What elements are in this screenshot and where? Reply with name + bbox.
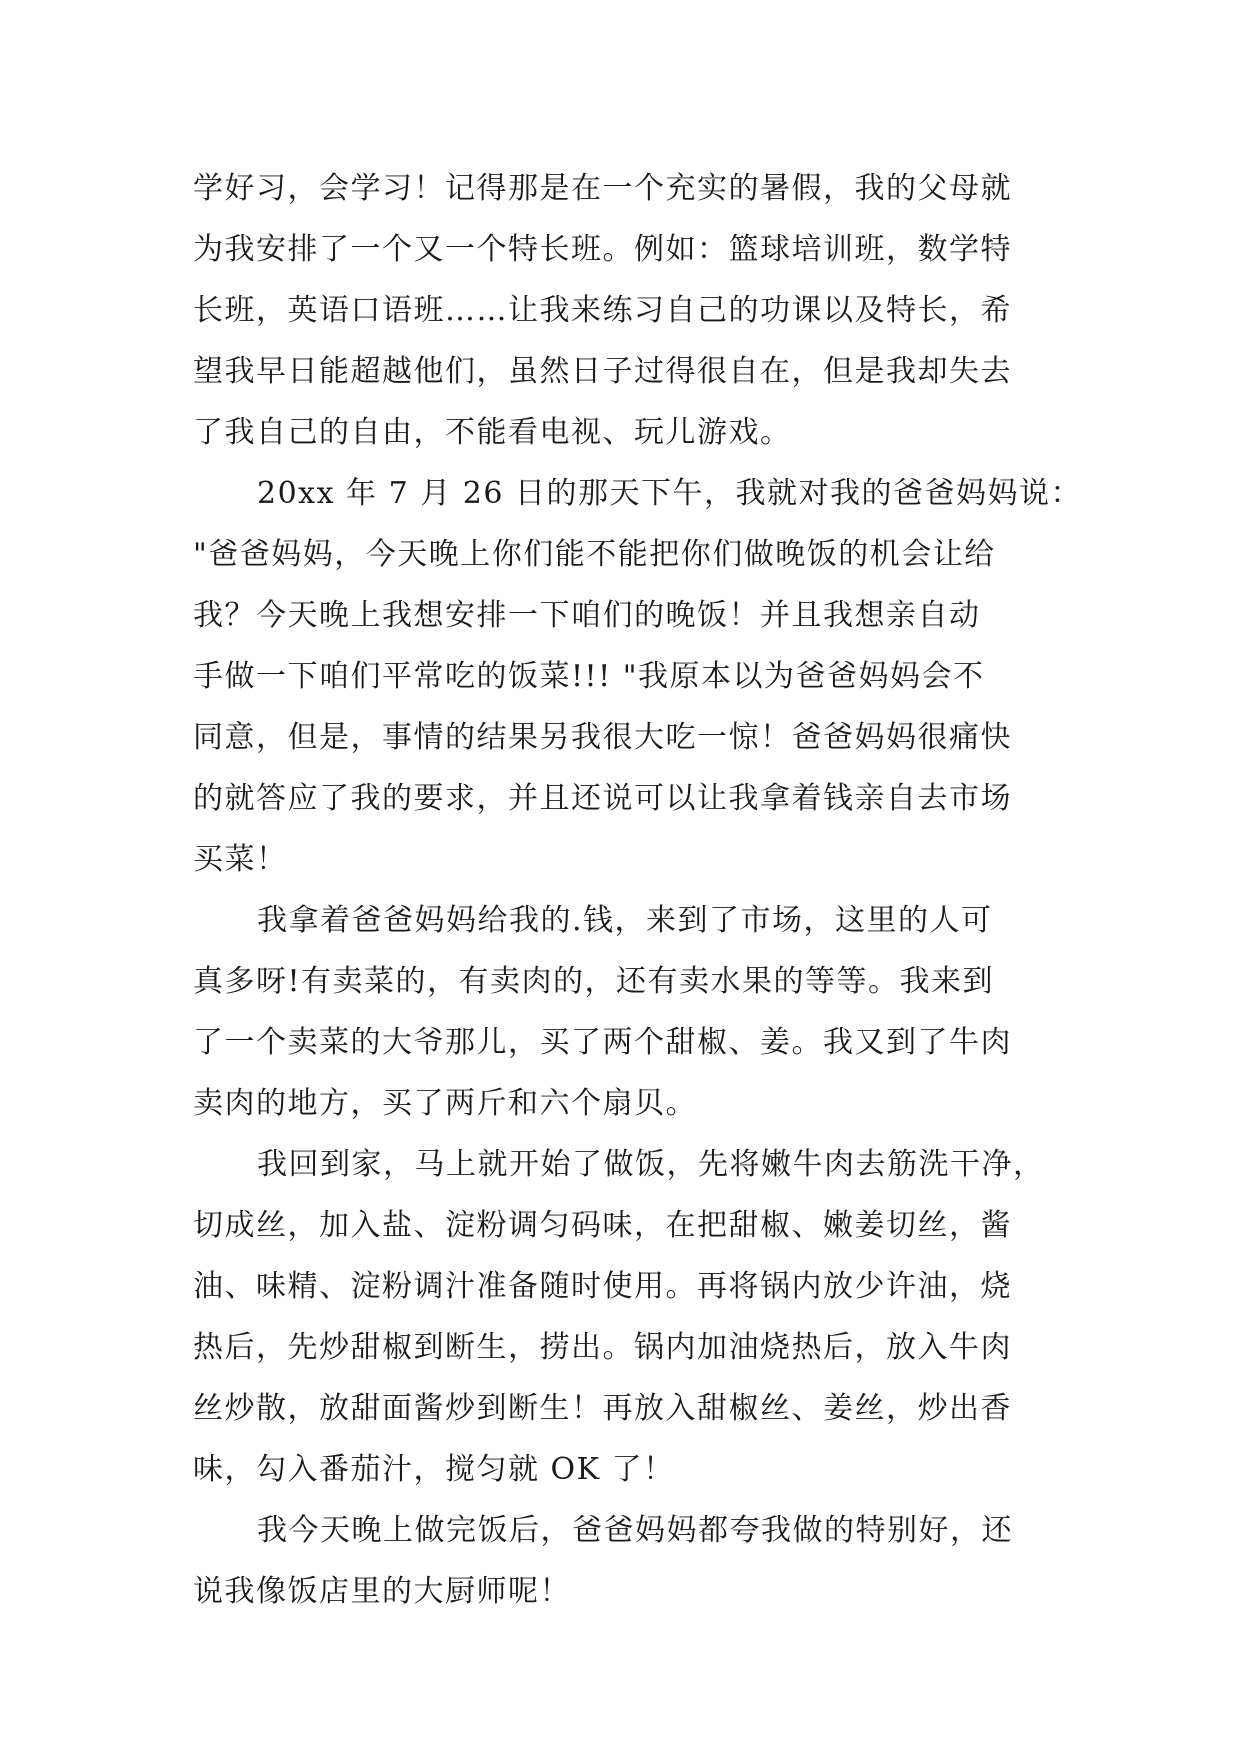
paragraph-start-line: 我拿着爸爸妈妈给我的.钱，来到了市场，这里的人可 <box>257 903 993 938</box>
text-line: 同意，但是，事情的结果另我很大吃一惊！爸爸妈妈很痛快 <box>193 720 1012 755</box>
text-line: 学好习，会学习！记得那是在一个充实的暑假，我的父母就 <box>193 171 1012 206</box>
text-line: 切成丝，加入盐、淀粉调匀码味，在把甜椒、嫩姜切丝，酱 <box>193 1208 1012 1243</box>
text-line: 真多呀!有卖菜的，有卖肉的，还有卖水果的等等。我来到 <box>193 964 995 999</box>
paragraph-start-line: 20xx 年 7 月 26 日的那天下午，我就对我的爸爸妈妈说： <box>257 476 1082 511</box>
paragraph-start-line: 我回到家，马上就开始了做饭，先将嫩牛肉去筋洗干净， <box>257 1147 1045 1182</box>
text-line: 热后，先炒甜椒到断生，捞出。锅内加油烧热后，放入牛肉 <box>193 1330 1012 1365</box>
text-line: 卖肉的地方，买了两斤和六个扇贝。 <box>193 1086 697 1121</box>
text-line: 为我安排了一个又一个特长班。例如：篮球培训班，数学特 <box>193 232 1012 267</box>
text-line: 油、味精、淀粉调汁准备随时使用。再将锅内放少许油，烧 <box>193 1269 1012 1304</box>
paragraph-start-line: 我今天晚上做完饭后，爸爸妈妈都夸我做的特别好，还 <box>257 1513 1013 1548</box>
text-line: "爸爸妈妈，今天晚上你们能不能把你们做晚饭的机会让给 <box>193 537 996 572</box>
text-line: 望我早日能超越他们，虽然日子过得很自在，但是我却失去 <box>193 354 1012 389</box>
text-line: 了我自己的自由，不能看电视、玩儿游戏。 <box>193 415 792 450</box>
text-line: 的就答应了我的要求，并且还说可以让我拿着钱亲自去市场 <box>193 781 1012 816</box>
text-line: 味，勾入番茄汁，搅匀就 OK 了！ <box>193 1452 675 1487</box>
document-body <box>193 158 1082 1622</box>
text-line: 买菜！ <box>193 842 288 877</box>
text-line: 我？今天晚上我想安排一下咱们的晚饭！并且我想亲自动 <box>193 598 981 633</box>
text-line: 长班，英语口语班……让我来练习自己的功课以及特长，希 <box>193 293 1012 328</box>
text-line: 手做一下咱们平常吃的饭菜!!! "我原本以为爸爸妈妈会不 <box>193 659 985 694</box>
text-line: 了一个卖菜的大爷那儿，买了两个甜椒、姜。我又到了牛肉 <box>193 1025 1012 1060</box>
text-line: 说我像饭店里的大厨师呢！ <box>193 1574 571 1609</box>
text-line: 丝炒散，放甜面酱炒到断生！再放入甜椒丝、姜丝，炒出香 <box>193 1391 1012 1426</box>
